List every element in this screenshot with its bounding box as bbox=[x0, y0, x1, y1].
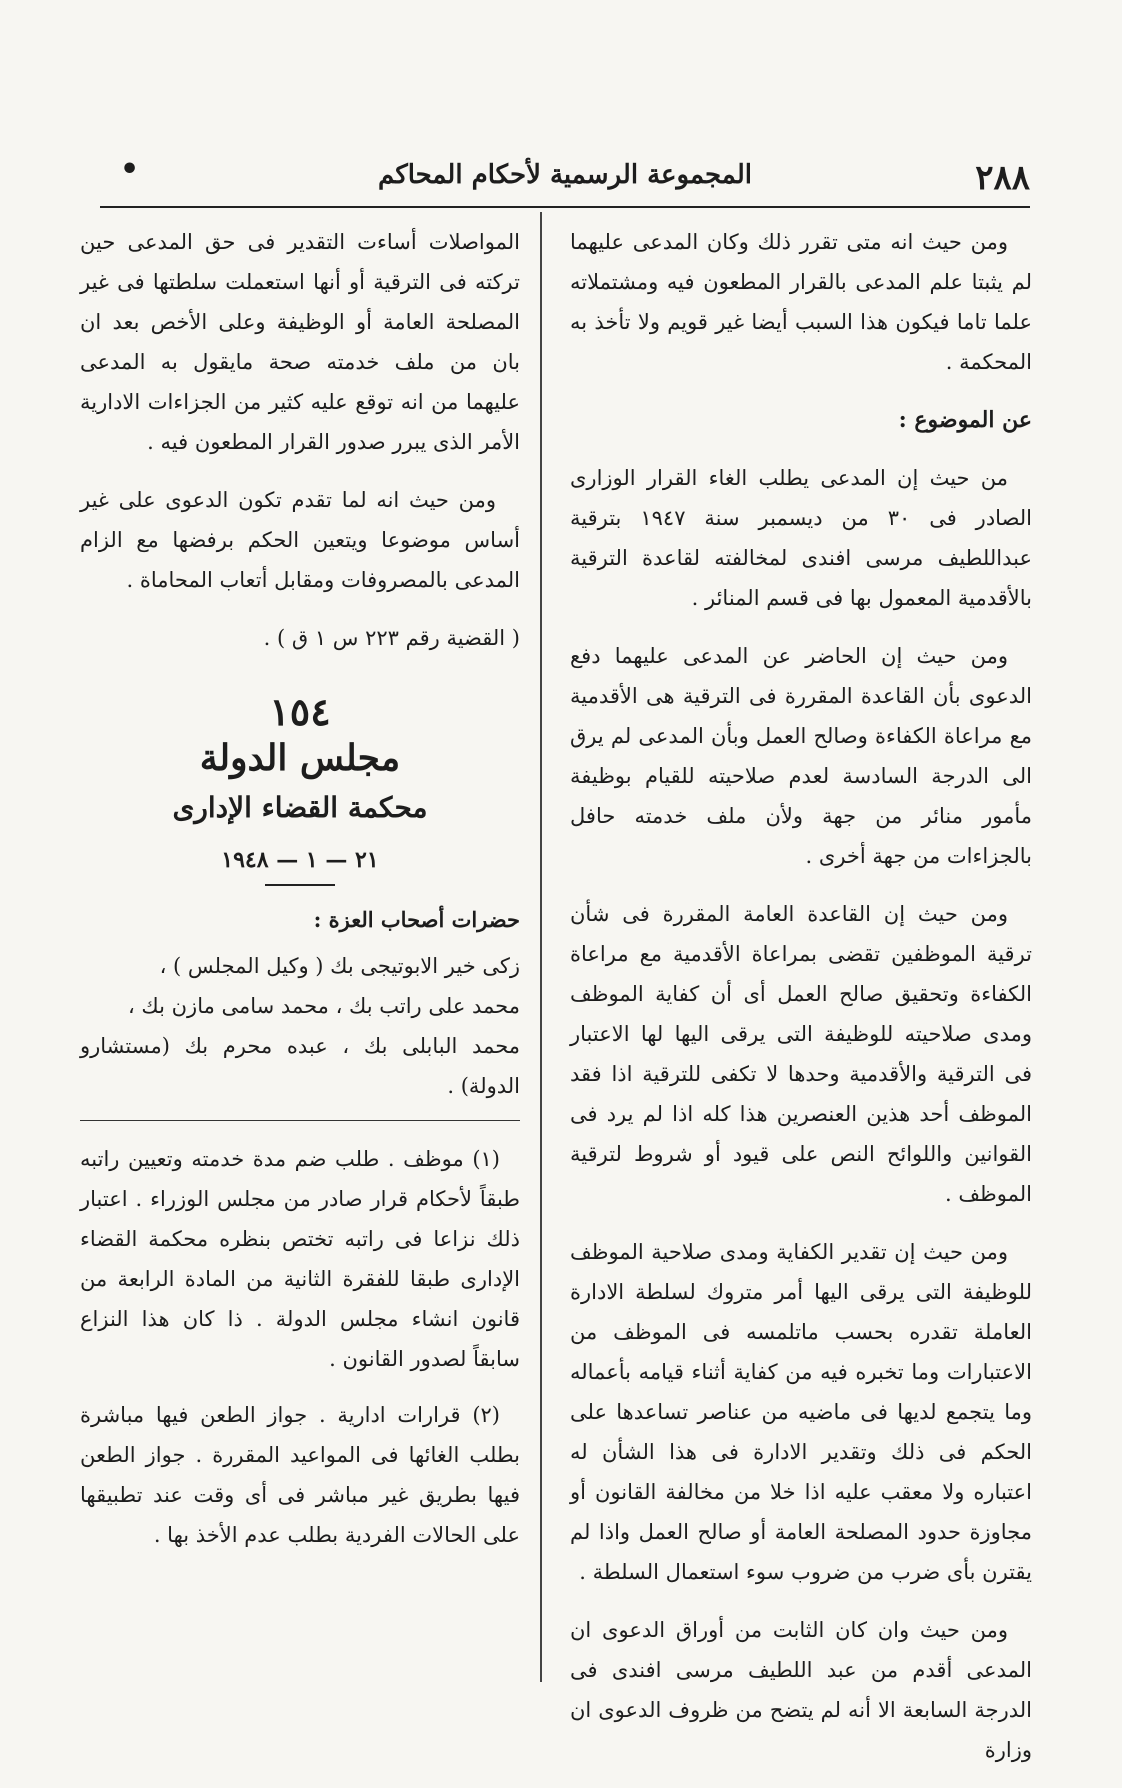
case-citation: ( القضية رقم ٢٢٣ س ١ ق ) . bbox=[263, 626, 520, 650]
paragraph: المواصلات أساءت التقدير فى حق المدعى حين تركته فى الترقية أو أنها استعملت سلطتها فى غير المصلحة العامة أو الوظيفة وعلى الأخص بعد ان بان من ملف خدمته صحة مايقول به المدعى عليهما من انه توقع عليه كثير من الجزاءات الادارية الأمر الذى يبرر صدور القرار المطعون فيه . bbox=[80, 230, 520, 454]
running-title: المجموعة الرسمية لأحكام المحاكم bbox=[378, 160, 752, 190]
paragraph: ومن حيث انه متى تقرر ذلك وكان المدعى عليهما لم يثبتا علم المدعى بالقرار المطعون فيه ومشتملاته علما تاما فيكون هذا السبب أيضا غير قويم ولا تأخذ به المحكمة . bbox=[570, 230, 1032, 374]
headnote: (٢) قرارات ادارية . جواز الطعن فيها مباشرة بطلب الغائها فى المواعيد المقررة . جواز الطعن فيها بطريق غير مباشر فى أى وقت عند تطبيقها على الحالات الفردية بطلب عدم الأخذ بها . bbox=[80, 1403, 520, 1547]
left-column bbox=[80, 222, 520, 1571]
header-rule bbox=[100, 206, 1030, 208]
page-number: ٢٨٨ bbox=[975, 158, 1030, 198]
notes-rule bbox=[80, 1120, 520, 1121]
paragraph: ومن حيث إن الحاضر عن المدعى عليهما دفع الدعوى بأن القاعدة المقررة فى الترقية هى الأقدمية مع مراعاة الكفاءة وصالح العمل وبأن المدعى لم يرق الى الدرجة السادسة لعدم صلاحيته للقيام بوظيفة مأمور منائر من جهة ولأن ملف خدمته حافل بالجزاءات من جهة أخرى . bbox=[570, 644, 1032, 868]
paragraph: ومن حيث إن تقدير الكفاية ومدى صلاحية الموظف للوظيفة التى يرقى اليها أمر متروك لسلطة الادارة العاملة تقدره بحسب ماتلمسه فى الموظف من الاعتبارات وما تخبره فيه من كفاية أثناء قيامه بأعماله وما يتجمع لديها فى ماضيه من عناصر تساعدها على الحكم فى ذلك وتقدير الادارة فى هذا الشأن له اعتباره ولا معقب عليه اذا خلا من مخالفة القانون أو مجاوزة حدود المصلحة العامة أو صالح العمل واذا لم يقترن بأى ضرب من ضروب سوء استعمال السلطة . bbox=[570, 1240, 1032, 1584]
paragraph: من حيث إن المدعى يطلب الغاء القرار الوزارى الصادر فى ٣٠ من ديسمبر سنة ١٩٤٧ بترقية عبداللطيف مرسى افندى لمخالفته لقاعدة الترقية بالأقدمية المعمول بها فى قسم المنائر . bbox=[570, 466, 1033, 610]
case-number: ١٥٤ bbox=[269, 689, 331, 734]
right-column bbox=[570, 222, 1032, 1788]
bench-heading: حضرات أصحاب العزة : bbox=[313, 907, 520, 932]
headnote: (١) موظف . طلب ضم مدة خدمته وتعيين راتبه طبقاً لأحكام قرار صادر من مجلس الوزراء . اعتبار ذلك نزاعا فى راتبه تختص بنظره محكمة القضاء الإدارى طبقا للفقرة الثانية من المادة الرابعة من قانون انشاء مجلس الدولة . ذا كان هذا النزاع سابقاً لصدور القانون . bbox=[80, 1147, 520, 1371]
column-divider bbox=[540, 212, 542, 1682]
header-dot: • bbox=[120, 152, 140, 187]
paragraph: ومن حيث انه لما تقدم تكون الدعوى على غير أساس موضوعا ويتعين الحكم برفضها مع الزام المدعى بالمصروفات ومقابل أتعاب المحاماة . bbox=[80, 488, 520, 592]
subject-heading: عن الموضوع : bbox=[898, 407, 1032, 433]
bench-members bbox=[80, 946, 520, 1106]
bench-line: محمد البابلى بك ، عبده محرم بك (مستشارو الدولة) . bbox=[80, 1034, 520, 1098]
decision-date: ٢١ — ١ — ١٩٤٨ bbox=[221, 847, 379, 873]
paragraph: ومن حيث إن القاعدة العامة المقررة فى شأن ترقية الموظفين تقضى بمراعاة الأقدمية مع مراعاة الكفاءة وتحقيق صالح العمل أى أن كفاية الموظف ومدى صلاحيته للوظيفة التى يرقى اليها لها الاعتبار فى الترقية والأقدمية وحدها لا تكفى للترقية اذا فقد الموظف أحد هذين العنصرين هذا كله اذا لم يرد فى القوانين واللوائح النص على قيود أو شروط لترقية الموظف . bbox=[570, 902, 1032, 1206]
date-rule bbox=[265, 884, 335, 886]
chamber-name: محكمة القضاء الإدارى bbox=[172, 791, 428, 824]
court-name: مجلس الدولة bbox=[199, 737, 401, 779]
bench-line: محمد على راتب بك ، محمد سامى مازن بك ، bbox=[127, 994, 520, 1018]
page-header bbox=[100, 150, 1030, 200]
paragraph: ومن حيث وان كان الثابت من أوراق الدعوى ان المدعى أقدم من عبد اللطيف مرسى افندى فى الدرجة السابعة الا أنه لم يتضح من ظروف الدعوى ان وزارة bbox=[570, 1618, 1032, 1762]
bench-line: زكى خير الابوتيجى بك ( وكيل المجلس ) ، bbox=[159, 954, 520, 978]
